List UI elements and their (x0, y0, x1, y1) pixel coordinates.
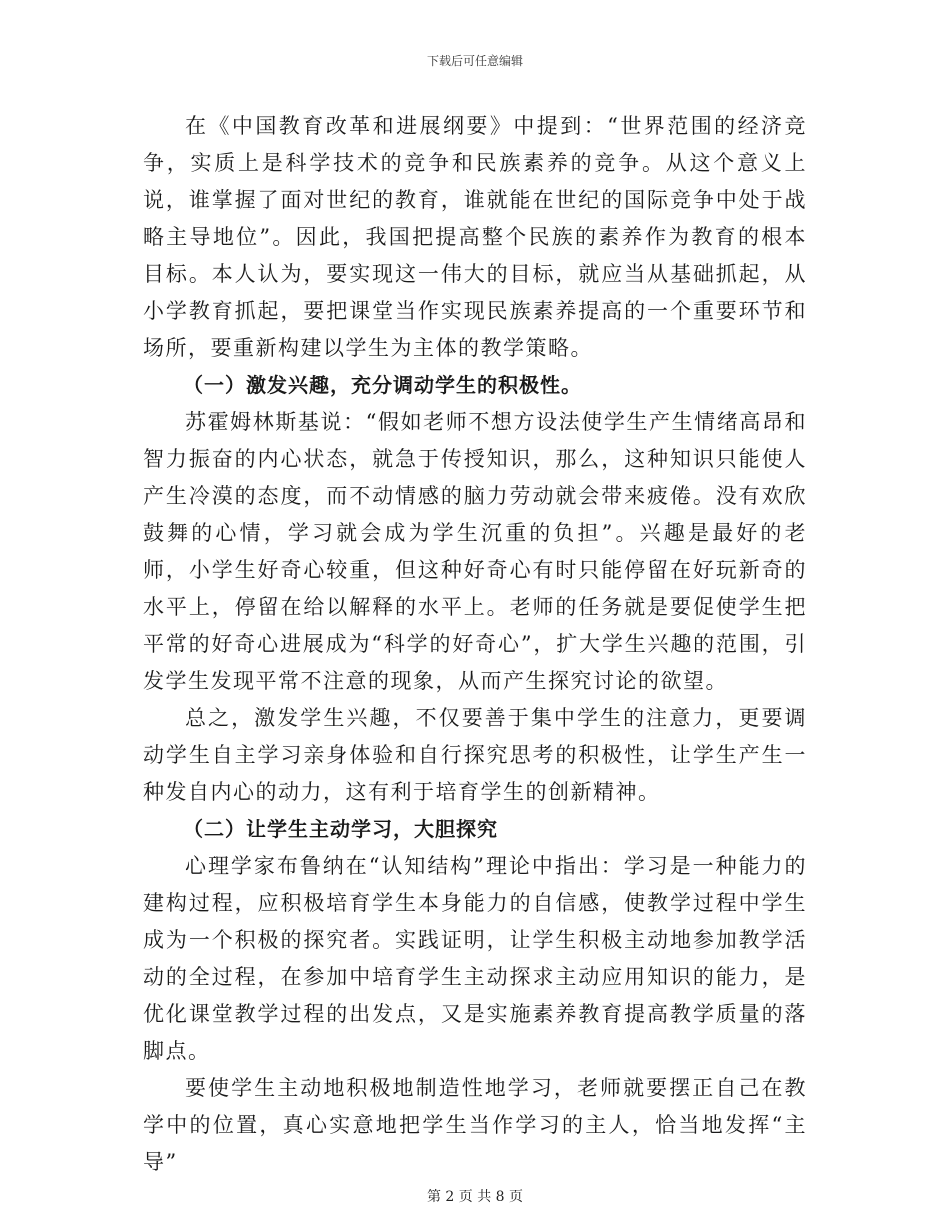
section-heading-2: （二）让学生主动学习，大胆探究 (183, 817, 498, 841)
page-header: 下载后可任意编辑 (426, 54, 523, 68)
document-body (143, 108, 807, 1181)
paragraph-quote: 苏霍姆林斯基说：“假如老师不想方设法使学生产生情绪高昂和智力振奋的内心状态，就急于传授知识，那么，这种知识只能使人产生冷漠的态度，而不动情感的脑力劳动就会带来疲倦。没有欢欣鼓舞的心情，学习就会成为学生沉重的负担”。兴趣是最好的老师，小学生好奇心较重，但这种好奇心有时只能停留在好玩新奇的水平上，停留在给以解释的水平上。老师的任务就是要促使学生把平常的好奇心进展成为“科学的好奇心”，扩大学生兴趣的范围，引发学生发现平常不注意的现象，从而产生探究讨论的欲望。 (143, 410, 807, 693)
paragraph-theory: 心理学家布鲁纳在“认知结构”理论中指出：学习是一种能力的建构过程，应积极培育学生本身能力的自信感，使教学过程中学生成为一个积极的探究者。实践证明，让学生积极主动地参加教学活动的全过程，在参加中培育学生主动探求主动应用知识的能力，是优化课堂教学过程的出发点，又是实施素养教育提高教学质量的落脚点。 (143, 854, 807, 1063)
paragraph-teacher-role: 要使学生主动地积极地制造性地学习，老师就要摆正自己在教学中的位置，真心实意地把学生当作学习的主人，恰当地发挥“主导” (143, 1076, 807, 1174)
paragraph-summary: 总之，激发学生兴趣，不仅要善于集中学生的注意力，更要调动学生自主学习亲身体验和自行探究思考的积极性，让学生产生一种发自内心的动力，这有利于培育学生的创新精神。 (143, 706, 807, 804)
paragraph-intro: 在《中国教育改革和进展纲要》中提到：“世界范围的经济竞争，实质上是科学技术的竞争和民族素养的竞争。从这个意义上说，谁掌握了面对世纪的教育，谁就能在世纪的国际竞争中处于战略主导地位”。因此，我国把提高整个民族的素养作为教育的根本目标。本人认为，要实现这一伟大的目标，就应当从基础抓起，从小学教育抓起，要把课堂当作实现民族素养提高的一个重要环节和场所，要重新构建以学生为主体的教学策略。 (143, 114, 807, 360)
page-number: 第 2 页 共 8 页 (426, 1189, 524, 1205)
section-heading-1: （一）激发兴趣，充分调动学生的积极性。 (183, 373, 582, 397)
